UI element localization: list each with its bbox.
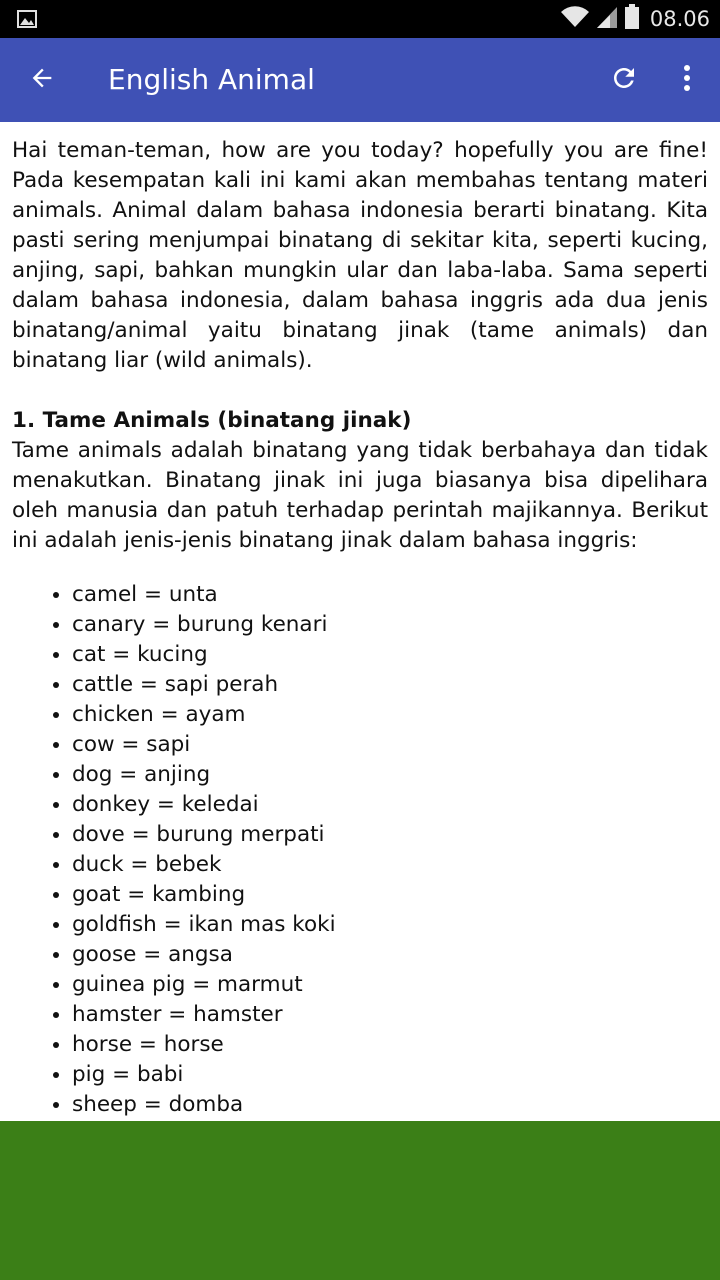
list-item: • duck = bebek: [72, 850, 708, 880]
article: [0, 122, 720, 1120]
signal-icon: [596, 5, 618, 33]
back-arrow-icon: [28, 64, 56, 96]
list-item: • dog = anjing: [72, 760, 708, 790]
more-vert-icon: [683, 64, 691, 96]
status-bar: [0, 0, 720, 38]
section-heading-tame-animals: 1. Tame Animals (binatang jinak): [12, 408, 412, 433]
overflow-menu-button[interactable]: [662, 52, 712, 108]
wifi-icon: [560, 5, 590, 33]
refresh-icon: [609, 63, 639, 97]
article-content[interactable]: [0, 122, 720, 1121]
paragraph-spacer: [12, 376, 708, 406]
list-item: • chicken = ayam: [72, 700, 708, 730]
list-item: • goldfish = ikan mas koki: [72, 910, 708, 940]
list-item: • hamster = hamster: [72, 1000, 708, 1030]
tame-animals-paragraph: Tame animals adalah binatang yang tidak berbahaya dan tidak menakutkan. Binatang jinak ini juga biasanya bisa dipelihara oleh manusia dan patuh terhadap perintah majikannya. Berikut ini adalah jenis-jenis binatang jinak dalam bahasa inggris:: [12, 438, 708, 553]
list-item: • cow = sapi: [72, 730, 708, 760]
back-button[interactable]: [14, 52, 70, 108]
list-item: • pig = babi: [72, 1060, 708, 1090]
list-item: • dove = burung merpati: [72, 820, 708, 850]
status-icons: [560, 0, 710, 38]
list-item: • sheep = domba: [72, 1090, 708, 1120]
list-item: • goose = angsa: [72, 940, 708, 970]
list-item: • horse = horse: [72, 1030, 708, 1060]
tame-animals-list: [12, 580, 708, 1120]
list-item: • donkey = keledai: [72, 790, 708, 820]
list-item: • goat = kambing: [72, 880, 708, 910]
battery-icon: [624, 4, 640, 34]
page-title: English Animal: [108, 63, 315, 96]
ad-banner[interactable]: [0, 1121, 720, 1280]
list-item: • canary = burung kenari: [72, 610, 708, 640]
app-bar: [0, 38, 720, 122]
refresh-button[interactable]: [596, 52, 652, 108]
status-time: 08.06: [649, 7, 710, 31]
list-item: • camel = unta: [72, 580, 708, 610]
list-item: • cattle = sapi perah: [72, 670, 708, 700]
image-icon: [17, 9, 37, 29]
list-item: • guinea pig = marmut: [72, 970, 708, 1000]
intro-paragraph: Hai teman-teman, how are you today? hopefully you are fine! Pada kesempatan kali ini kami akan membahas tentang materi animals. Animal dalam bahasa indonesia berarti binatang. Kita pasti sering menjumpai binatang di sekitar kita, seperti kucing, anjing, sapi, bahkan mungkin ular dan laba-laba. Sama seperti dalam bahasa indonesia, dalam bahasa inggris ada dua jenis binatang/animal yaitu binatang jinak (tame animals) dan binatang liar (wild animals).: [12, 138, 708, 373]
list-item: • cat = kucing: [72, 640, 708, 670]
